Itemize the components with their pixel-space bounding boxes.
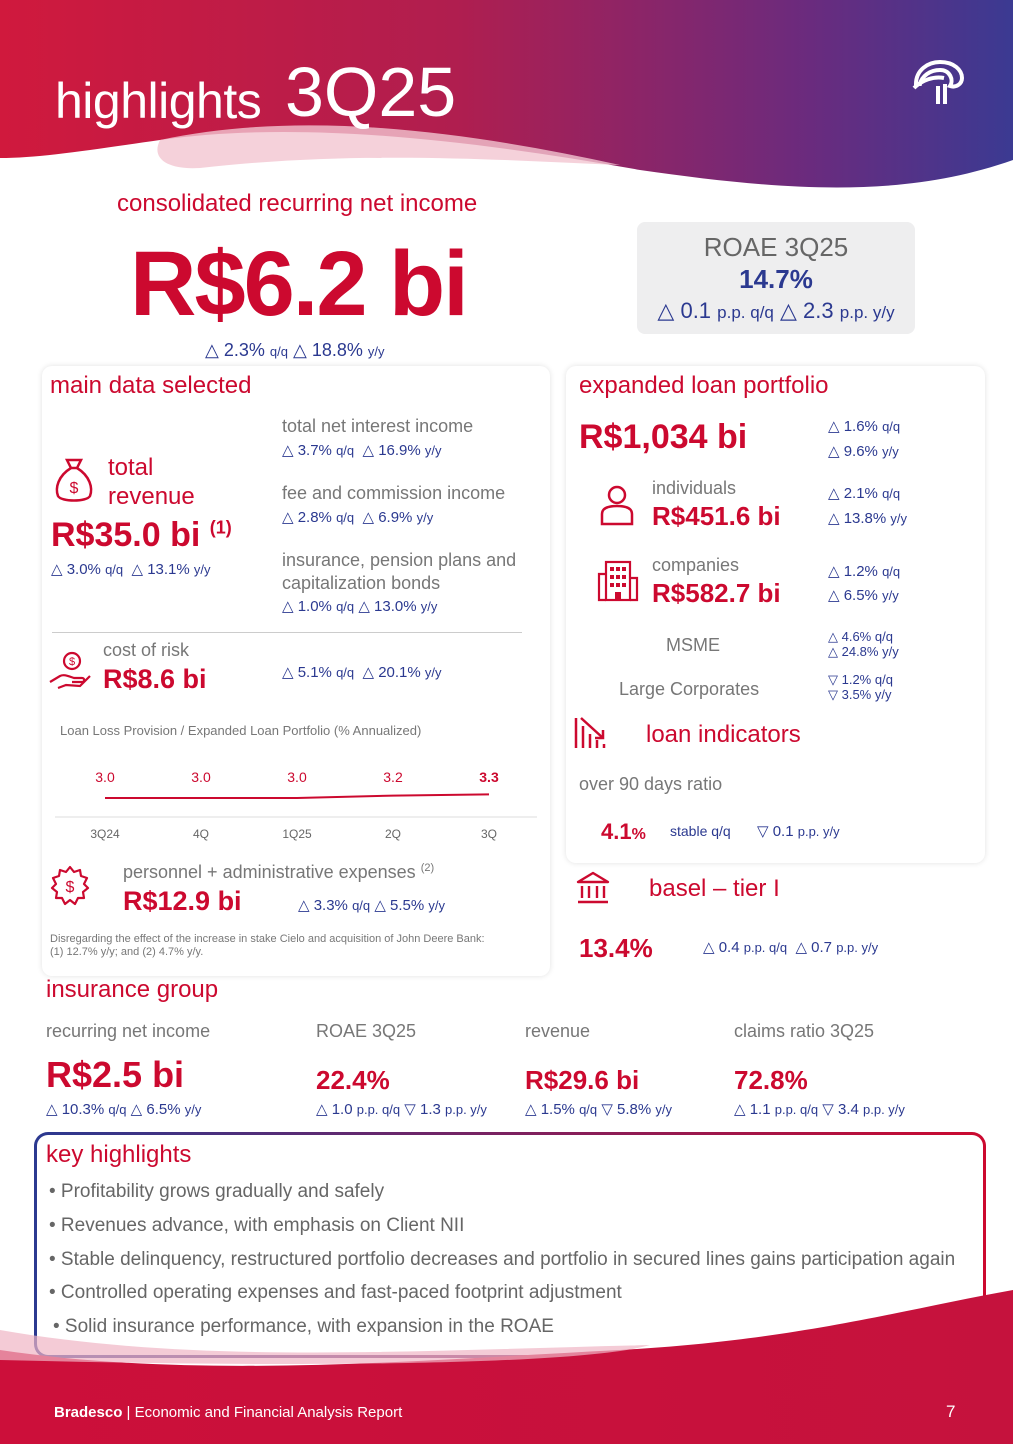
delta: △ 13.8% [828,510,887,527]
unit: p.p. q/q [774,1102,819,1117]
loan-portfolio-value: R$1,034 bi [579,418,748,456]
person-icon [598,484,636,528]
personnel-deltas [298,896,445,914]
roae-unit-qq: p.p. q/q [717,303,774,322]
cost-of-risk-deltas [282,663,442,681]
x-tick-label: 4Q [192,827,210,841]
companies-delta-qq [828,562,900,580]
bradesco-logo [910,58,966,108]
insurance-item-label: revenue [525,1021,591,1041]
svg-text:$: $ [65,879,75,896]
over-90-number: 4.1 [601,819,632,844]
nii-deltas [282,441,442,459]
individuals-label: individuals [652,478,737,498]
delta: △ 1.0% [282,598,332,615]
delta: △ 6.5% [130,1101,181,1118]
large-corporates-label: Large Corporates [619,679,760,699]
delta: △ 1.1 [734,1101,771,1118]
brand-name: Bradesco [54,1404,123,1421]
basel-title: basel – tier I [649,875,780,902]
chart-down-icon [573,714,611,752]
delta: ▽ 5.8% [601,1101,652,1118]
loan-portfolio-delta-yy [828,442,899,460]
unit: p.p. y/y [445,1102,487,1117]
delta: △ 6.5% [828,587,878,604]
unit: q/q [882,419,901,434]
over-90-label: over 90 days ratio [579,774,723,794]
footer-brand [54,1404,402,1421]
loan-portfolio-title: expanded loan portfolio [579,372,829,399]
unit: y/y [424,443,442,458]
consolidated-income-title: consolidated recurring net income [117,190,478,217]
unit: q/q [336,599,355,614]
unit: q/q [336,665,355,680]
unit: y/y [882,588,899,603]
large-delta-qq: ▽ 1.2% q/q [828,672,893,687]
delta: △ 1.6% [828,418,878,435]
unit: p.p. y/y [836,940,879,955]
main-data-card [42,366,550,976]
roae-delta-qq: △ 0.1 [657,298,712,323]
delta: △ 13.0% [358,598,417,615]
personnel-label-text: personnel + administrative expenses [123,862,416,882]
unit: y/y [193,562,211,577]
delta: △ 5.1% [282,664,332,681]
insurance-item-value: R$2.5 bi [46,1054,185,1095]
delta: △ 2.1% [828,485,878,502]
fee-label: fee and commission income [282,483,506,503]
msme-deltas [828,629,899,659]
money-bag-icon [52,456,96,504]
data-label: 3.0 [191,769,211,785]
delta: △ 0.7 [795,939,833,956]
consolidated-income-deltas [205,340,385,361]
delta: △ 20.1% [362,664,421,681]
insurance-item-deltas [734,1100,905,1118]
series-line [105,794,489,798]
data-label: 3.0 [287,769,307,785]
key-highlights-title: key highlights [46,1141,192,1168]
unit-qq: q/q [269,344,288,359]
large-corporates-deltas [828,672,893,702]
footnote [50,933,485,959]
delta: △ 1.0 [316,1101,353,1118]
key-highlight-item: • Stable delinquency, restructured portfolio decreases and portfolio in secured lines gains participation again [49,1249,956,1270]
footnote-line-2: (1) 12.7% y/y; and (2) 4.7% y/y. [50,946,204,958]
unit: q/q [105,562,124,577]
data-label: 3.2 [383,769,403,785]
unit: q/q [336,510,355,525]
individuals-delta-yy [828,509,907,527]
over-90-value [601,819,646,845]
page-title-quarter: 3Q25 [285,53,457,131]
footnote-line-1: Disregarding the effect of the increase in stake Cielo and acquisition of John Deere Bank: [50,933,485,945]
unit: q/q [352,898,371,913]
personnel-value: R$12.9 bi [123,886,242,916]
total-revenue-label-2: revenue [108,483,195,510]
unit: y/y [428,898,446,913]
companies-value: R$582.7 bi [652,578,781,608]
x-tick-label: 2Q [384,827,402,841]
fee-deltas [282,508,433,526]
delta: △ 13.1% [131,561,190,578]
key-highlight-item: • Revenues advance, with emphasis on Client NII [49,1215,465,1236]
unit: y/y [184,1102,202,1117]
divider [52,632,522,633]
unit: p.p. y/y [863,1102,905,1117]
insurance-item-value: 72.8% [734,1065,808,1095]
consolidated-income-value: R$6.2 bi [130,233,467,335]
unit: q/q [579,1102,598,1117]
unit: y/y [890,511,908,526]
companies-delta-yy [828,586,899,604]
loan-loss-chart [55,758,540,848]
loan-portfolio-delta-qq [828,417,900,435]
delta: △ 9.6% [828,443,878,460]
unit: y/y [655,1102,673,1117]
insurance-deltas [282,597,437,615]
nii-label: total net interest income [282,416,474,436]
unit: q/q [336,443,355,458]
total-revenue-amount: R$35.0 bi [51,516,201,554]
delta-yy: △ 18.8% [292,340,363,360]
delta: ▽ 1.3 [404,1101,441,1118]
delta: △ 3.0% [51,561,101,578]
delta: △ 16.9% [362,442,421,459]
page-number: 7 [946,1402,956,1421]
over-90-delta-yy [757,822,840,840]
delta: △ 3.3% [298,897,348,914]
loan-portfolio-card [566,366,985,863]
insurance-item-value: 22.4% [316,1065,390,1095]
individuals-delta-qq [828,484,900,502]
roae-deltas [637,298,915,324]
delta: △ 1.2% [828,563,878,580]
msme-delta-yy: △ 24.8% y/y [828,644,899,659]
svg-text:$: $ [68,656,76,668]
bank-icon [576,870,610,906]
x-tick-label: 3Q24 [90,827,120,841]
total-revenue-deltas [51,560,211,578]
key-highlight-item: • Controlled operating expenses and fast-paced footprint adjustment [49,1282,622,1303]
cost-of-risk-label: cost of risk [103,640,190,660]
key-highlight-item: • Profitability grows gradually and safely [49,1181,385,1202]
unit: p.p. q/q [743,940,788,955]
gear-dollar-icon [48,864,92,908]
unit: q/q [882,486,901,501]
roae-box [637,222,915,334]
personnel-note: (2) [420,862,435,874]
unit: y/y [416,510,434,525]
delta: △ 10.3% [46,1101,105,1118]
msme-delta-qq: △ 4.6% q/q [828,629,893,644]
data-label: 3.0 [95,769,115,785]
total-revenue-value [51,516,232,555]
roae-unit-yy: p.p. y/y [839,303,895,322]
unit: p.p. q/q [356,1102,401,1117]
key-highlight-item: • Solid insurance performance, with expansion in the ROAE [53,1316,554,1337]
total-revenue-note: (1) [209,517,232,538]
main-data-title: main data selected [50,372,252,399]
large-delta-yy: ▽ 3.5% y/y [828,687,892,702]
cost-of-risk-value: R$8.6 bi [103,664,207,694]
insurance-item-label: ROAE 3Q25 [316,1021,417,1041]
unit: q/q [108,1102,127,1117]
unit-yy: y/y [367,344,385,359]
svg-text:$: $ [69,480,79,497]
chart-title: Loan Loss Provision / Expanded Loan Portfolio (% Annualized) [60,723,422,738]
insurance-item-deltas [316,1100,487,1118]
basel-value: 13.4% [579,933,653,963]
roae-value: 14.7% [739,264,813,294]
unit: y/y [882,444,899,459]
companies-label: companies [652,555,740,575]
delta: △ 6.9% [362,509,413,526]
msme-label: MSME [666,635,720,655]
hand-coin-icon [48,650,92,692]
individuals-value: R$451.6 bi [652,501,781,531]
page-title-highlights: highlights [55,73,262,129]
delta-qq: △ 2.3% [205,340,265,360]
report-name: | Economic and Financial Analysis Report [126,1404,403,1421]
unit: p.p. y/y [797,824,840,839]
roae-label: ROAE 3Q25 [703,232,849,262]
delta: △ 0.4 [703,939,740,956]
loan-indicators-title: loan indicators [646,721,801,748]
personnel-label [123,862,434,883]
building-icon [596,558,640,602]
over-90-stable: stable q/q [670,823,731,839]
data-label: 3.3 [479,769,499,785]
over-90-unit: % [631,826,646,843]
x-tick-label: 3Q [480,827,498,841]
total-revenue-label-1: total [108,454,154,481]
insurance-item-deltas [46,1100,201,1118]
insurance-group-title: insurance group [46,976,219,1003]
roae-delta-yy: △ 2.3 [780,298,834,323]
unit: q/q [882,564,901,579]
delta: △ 5.5% [374,897,425,914]
unit: y/y [424,665,442,680]
delta: △ 1.5% [525,1101,575,1118]
insurance-item-value: R$29.6 bi [525,1065,640,1095]
insurance-label-2: capitalization bonds [282,573,441,593]
basel-deltas [703,938,878,956]
insurance-item-label: recurring net income [46,1021,211,1041]
unit: y/y [420,599,438,614]
insurance-item-deltas [525,1100,672,1118]
delta: △ 3.7% [282,442,332,459]
delta: ▽ 3.4 [822,1101,859,1118]
insurance-label-1: insurance, pension plans and [282,550,517,570]
delta: ▽ 0.1 [757,823,794,840]
insurance-item-label: claims ratio 3Q25 [734,1021,875,1041]
delta: △ 2.8% [282,509,332,526]
x-tick-label: 1Q25 [282,827,312,841]
